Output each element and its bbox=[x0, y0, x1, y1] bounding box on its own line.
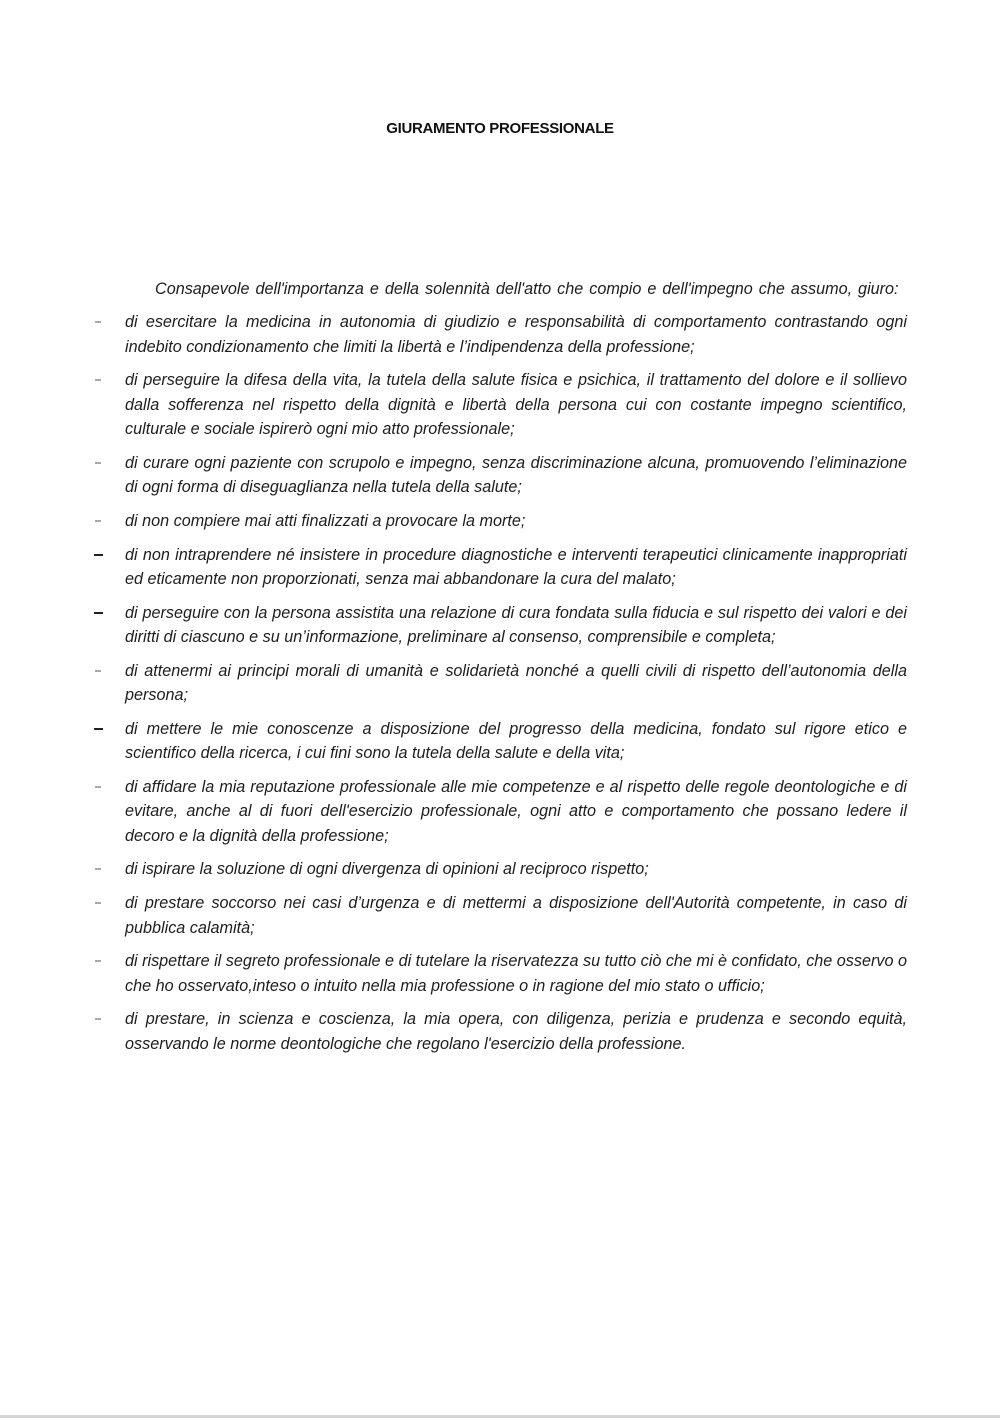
oath-body bbox=[95, 277, 907, 1066]
list-item-text: di perseguire la difesa della vita, la tutela della salute fisica e psichica, il trattamento del dolore e il sollievo dalla sofferenza nel rispetto della dignità e libertà della persona cui con costante impegno scientifico, culturale e sociale ispirerò ogni mio atto professionale; bbox=[125, 371, 907, 438]
document-title: GIURAMENTO PROFESSIONALE bbox=[386, 120, 614, 137]
list-item-text: di esercitare la medicina in autonomia di giudizio e responsabilità di comportamento contrastando ogni indebito condizionamento che limiti la libertà e l’indipendenza della professione; bbox=[125, 313, 907, 356]
list-item-text: di affidare la mia reputazione professionale alle mie competenze e al rispetto delle regole deontologiche e di evitare, anche al di fuori dell'esercizio professionale, ogni atto e comportamento che possano ledere il decoro e la dignità della professione; bbox=[125, 778, 907, 845]
list-item-text: di ispirare la soluzione di ogni divergenza di opinioni al reciproco rispetto; bbox=[125, 860, 649, 879]
dash-bullet-icon bbox=[95, 1018, 101, 1020]
list-item bbox=[95, 857, 907, 881]
dash-bullet-icon bbox=[95, 321, 101, 323]
list-item bbox=[95, 310, 907, 359]
list-item bbox=[95, 659, 907, 708]
dash-bullet-icon bbox=[95, 670, 101, 672]
list-item-text: di non intraprendere né insistere in procedure diagnostiche e interventi terapeutici clinicamente inappropriati ed eticamente non proporzionati, senza mai abbandonare la cura del malato; bbox=[125, 545, 907, 588]
list-item bbox=[95, 717, 907, 766]
list-item bbox=[95, 451, 907, 500]
dash-bullet-icon bbox=[95, 462, 101, 464]
dash-bullet-icon bbox=[95, 520, 101, 522]
dash-bullet-icon bbox=[94, 554, 103, 556]
list-item bbox=[95, 891, 907, 940]
list-item bbox=[95, 949, 907, 998]
list-item bbox=[95, 1007, 907, 1056]
list-item-text: di curare ogni paziente con scrupolo e impegno, senza discriminazione alcuna, promuovendo l’eliminazione di ogni forma di diseguaglianza nella tutela della salute; bbox=[125, 453, 907, 497]
dash-bullet-icon bbox=[94, 728, 103, 730]
dash-bullet-icon bbox=[95, 902, 101, 904]
list-item bbox=[95, 601, 907, 650]
dash-bullet-icon bbox=[95, 960, 101, 962]
list-item bbox=[95, 543, 907, 592]
dash-bullet-icon bbox=[94, 612, 103, 614]
list-item-text: di prestare soccorso nei casi d’urgenza e di mettermi a disposizione dell'Autorità competente, in caso di pubblica calamità; bbox=[125, 894, 907, 937]
list-item-text: di prestare, in scienza e coscienza, la mia opera, con diligenza, perizia e prudenza e secondo equità, osservando le norme deontologiche che regolano l'esercizio della professione. bbox=[125, 1010, 907, 1053]
dash-bullet-icon bbox=[95, 786, 101, 788]
dash-bullet-icon bbox=[95, 868, 101, 870]
list-item-text: di non compiere mai atti finalizzati a provocare la morte; bbox=[125, 511, 526, 530]
intro-paragraph: Consapevole dell'importanza e della solennità dell'atto che compio e dell'impegno che assumo, giuro: bbox=[155, 280, 899, 298]
list-item bbox=[95, 368, 907, 441]
list-item-text: di rispettare il segreto professionale e di tutelare la riservatezza su tutto ciò che mi è confidato, che osservo o che ho osservato,inteso o intuito nella mia professione o in ragione del mio stato o ufficio; bbox=[125, 952, 907, 995]
oath-list bbox=[95, 310, 907, 1056]
list-item bbox=[95, 775, 907, 848]
list-item bbox=[95, 509, 907, 533]
list-item-text: di mettere le mie conoscenze a disposizione del progresso della medicina, fondato sul rigore etico e scientifico della ricerca, i cui fini sono la tutela della salute e della vita; bbox=[125, 719, 907, 763]
dash-bullet-icon bbox=[95, 379, 101, 381]
list-item-text: di perseguire con la persona assistita una relazione di cura fondata sulla fiducia e sul rispetto dei valori e dei diritti di ciascuno e su un’informazione, preliminare al consenso, comprensibile e completa; bbox=[125, 603, 907, 647]
list-item-text: di attenermi ai principi morali di umanità e solidarietà nonché a quelli civili di rispetto dell’autonomia della persona; bbox=[125, 661, 907, 705]
